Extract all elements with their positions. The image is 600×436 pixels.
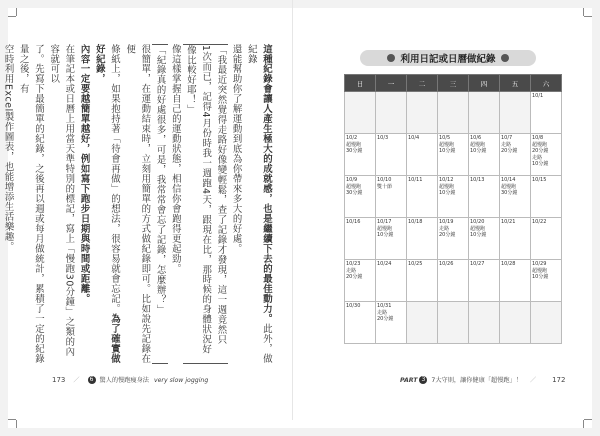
calendar-week-row: [345, 134, 562, 176]
calendar-day-cell: [376, 92, 407, 134]
calendar-day-cell: [345, 260, 376, 302]
left-page-footer: [52, 375, 208, 384]
footer-slash: ／: [529, 377, 537, 384]
calendar-day-cell: [438, 260, 469, 302]
day-entry: 30分鐘: [501, 190, 518, 197]
calendar-table: [344, 74, 562, 344]
calendar-day-cell: [531, 260, 562, 302]
day-date: 10/30: [346, 303, 361, 309]
crop-mark: [584, 16, 592, 17]
calendar-day-cell: [407, 92, 438, 134]
day-entry: 走路: [501, 141, 512, 148]
calendar-week-row: [345, 176, 562, 218]
page-number-left: 173: [52, 376, 66, 384]
body-col-8-text: 條紙上，如果抱持著「待會再做」的想法，很容易就會忘記。: [108, 44, 120, 314]
calendar-day-cell: [500, 218, 531, 260]
calendar-day-cell: [345, 92, 376, 134]
day-entry: 20分鐘: [346, 274, 363, 281]
calendar-day-cell: [345, 176, 376, 218]
day-date: 10/22: [532, 219, 547, 225]
day-date: 10/24: [377, 261, 392, 267]
calendar-day-cell: [469, 134, 500, 176]
day-entry: 10分鐘: [532, 274, 549, 281]
day-date: 10/27: [470, 261, 485, 267]
calendar-day-cell: [407, 260, 438, 302]
calendar-day-cell: [407, 218, 438, 260]
part-number-badge: 3: [419, 376, 427, 384]
day-entry: 超慢跑: [470, 225, 486, 232]
book-title: 驚人的慢跑瘦身法: [99, 377, 149, 384]
day-date: 10/2: [346, 135, 358, 141]
bold-sentence-a: 這種紀錄會讓人產生極大的成就感，也是繼續下去的最佳動力。: [261, 44, 272, 324]
page-gutter: [292, 0, 293, 420]
calendar-day-cell: [438, 218, 469, 260]
calendar-title: 利用日記或日曆做紀錄: [400, 54, 496, 65]
day-entry: 雙十節: [377, 183, 393, 190]
quote-line-1: 「我最近突然覺得走路好像變輕鬆，查了記錄才發現，這一週竟然只: [213, 44, 228, 364]
weekday-header: 四: [469, 75, 500, 92]
footer-slash: ／: [73, 377, 80, 384]
day-date: 10/26: [439, 261, 454, 267]
calendar-week-row: [345, 302, 562, 344]
day-date: 10/19: [439, 219, 454, 225]
quote-line-2: 1次而已，記得4月份時我一週跑4天，跟現在比，那時候的身體狀況好: [198, 44, 213, 364]
body-col-1: 還能幫助你了解運動到底為你帶來多大的好處。: [230, 44, 242, 254]
day-entry: 走路: [532, 154, 543, 161]
day-date: 10/20: [470, 219, 485, 225]
weekday-header: 一: [376, 75, 407, 92]
calendar-day-cell: [407, 176, 438, 218]
calendar-day-cell: [531, 92, 562, 134]
day-date: 10/4: [408, 135, 420, 141]
calendar-day-cell: [438, 92, 469, 134]
calendar-day-cell: [438, 302, 469, 344]
day-date: 10/8: [532, 135, 544, 141]
quote-line-3: 像比較好耶！」: [183, 44, 198, 364]
calendar-day-cell: [345, 218, 376, 260]
day-date: 10/15: [532, 177, 547, 183]
weekday-header: 日: [345, 75, 376, 92]
day-date: 10/17: [377, 219, 392, 225]
bold-sentence-b: 為了確實做好紀錄，: [93, 44, 120, 364]
day-date: 10/11: [408, 177, 423, 183]
day-entry: 超慢跑: [532, 141, 548, 148]
calendar-day-cell: [469, 218, 500, 260]
day-entry: 超慢跑: [470, 141, 486, 148]
weekday-header: 五: [500, 75, 531, 92]
calendar-day-cell: [345, 302, 376, 344]
day-date: 10/18: [408, 219, 423, 225]
part-title: 7大守則，讓你健康「超慢跑」！: [431, 377, 522, 384]
calendar-day-cell: [531, 134, 562, 176]
day-entry: 走路: [377, 309, 388, 316]
day-entry: 走路: [439, 225, 450, 232]
day-entry: 30分鐘: [346, 190, 363, 197]
calendar-day-cell: [531, 176, 562, 218]
crop-mark: [583, 8, 584, 16]
weekday-header: 二: [407, 75, 438, 92]
calendar-day-cell: [376, 260, 407, 302]
calendar-day-cell: [531, 218, 562, 260]
day-entry: 20分鐘: [501, 148, 518, 155]
weekday-header: 六: [531, 75, 562, 92]
day-date: 10/31: [377, 303, 392, 309]
calendar-day-cell: [469, 92, 500, 134]
day-entry: 20分鐘: [377, 316, 394, 323]
day-entry: 超慢跑: [346, 141, 362, 148]
body-col-12: 空時利用Excel製作圖表，也能增添生活樂趣。: [2, 44, 14, 252]
day-entry: 10分鐘: [377, 232, 394, 239]
calendar-day-cell: [438, 176, 469, 218]
day-date: 10/10: [377, 177, 392, 183]
calendar-day-cell: [469, 302, 500, 344]
day-date: 10/3: [377, 135, 389, 141]
crop-mark: [584, 419, 592, 420]
calendar-day-cell: [500, 92, 531, 134]
day-date: 10/23: [346, 261, 361, 267]
calendar-week-row: [345, 218, 562, 260]
calendar-day-cell: [407, 134, 438, 176]
day-date: 10/16: [346, 219, 361, 225]
body-col-11: 了。先寫下最簡單的紀錄，之後再以週或每月做統計，累積了一定的紀錄量之後，有: [17, 44, 44, 364]
day-entry: 10分鐘: [439, 190, 456, 197]
crop-mark: [583, 420, 584, 428]
calendar-body: [345, 92, 562, 344]
calendar-day-cell: [500, 134, 531, 176]
calendar-header-row: [345, 75, 562, 92]
day-entry: 20分鐘: [532, 148, 549, 155]
day-entry: 超慢跑: [439, 141, 455, 148]
day-date: 10/6: [470, 135, 482, 141]
day-entry: 超慢跑: [501, 183, 517, 190]
day-entry: 超慢跑: [346, 183, 362, 190]
crop-mark: [8, 419, 16, 420]
left-page-body: [2, 44, 274, 364]
sentence-tail: 此外，做紀錄: [245, 44, 272, 364]
calendar-day-cell: [376, 302, 407, 344]
chapter-number-badge: 6: [88, 376, 96, 384]
calendar-day-cell: [500, 302, 531, 344]
calendar-day-cell: [376, 176, 407, 218]
day-date: 10/12: [439, 177, 454, 183]
calendar-day-cell: [438, 134, 469, 176]
body-col-8: [92, 44, 122, 364]
body-col-bold-a: [244, 44, 274, 364]
day-entry: 20分鐘: [439, 232, 456, 239]
calendar-day-cell: [469, 260, 500, 302]
day-entry: 超慢跑: [377, 225, 393, 232]
crop-mark: [16, 8, 17, 16]
crop-mark: [8, 16, 16, 17]
body-col-7: 很簡單，在運動結束時，立刻用簡單的方式做紀錄即可。比如說先記錄在便: [124, 44, 151, 364]
day-entry: 30分鐘: [346, 148, 363, 155]
body-col-9: 內容一定要越簡單越好，例如寫下跑步日期與時間或距離。: [78, 44, 90, 304]
day-date: 10/1: [532, 93, 544, 99]
day-date: 10/29: [532, 261, 547, 267]
day-entry: 10分鐘: [532, 161, 549, 168]
calendar-week-row: [345, 260, 562, 302]
day-entry: 超慢跑: [532, 267, 548, 274]
day-date: 10/25: [408, 261, 423, 267]
weekday-header: 三: [438, 75, 469, 92]
calendar-day-cell: [469, 176, 500, 218]
right-page-footer: [400, 375, 565, 384]
calendar-day-cell: [500, 176, 531, 218]
day-date: 10/13: [470, 177, 485, 183]
part-label: PART: [400, 377, 418, 384]
day-date: 10/28: [501, 261, 516, 267]
day-entry: 10分鐘: [470, 148, 487, 155]
calendar-day-cell: [500, 260, 531, 302]
day-date: 10/5: [439, 135, 451, 141]
day-entry: 走路: [346, 267, 357, 274]
body-col-5: 像這樣掌握自己的運動狀態，相信你會跑得更起勁。: [169, 44, 181, 274]
day-entry: 10分鐘: [439, 148, 456, 155]
day-date: 10/21: [501, 219, 516, 225]
calendar-title-bar: [360, 50, 536, 66]
day-date: 10/14: [501, 177, 516, 183]
crop-mark: [16, 420, 17, 428]
bullet-dot-icon: [387, 54, 395, 62]
body-col-10: 在筆記本或日曆上用當天準特別的標記，寫上「慢跑30分鐘」之類的內容就可以: [48, 44, 75, 357]
day-entry: 10分鐘: [470, 232, 487, 239]
calendar-day-cell: [376, 134, 407, 176]
bullet-dot-icon: [501, 54, 509, 62]
day-entry: 超慢跑: [439, 183, 455, 190]
calendar-day-cell: [376, 218, 407, 260]
quote-line-4: 「紀錄真的好處很多，可是，我常常會忘了記錄，怎麼辦？」: [152, 44, 167, 364]
calendar-day-cell: [345, 134, 376, 176]
day-date: 10/7: [501, 135, 513, 141]
calendar-day-cell: [407, 302, 438, 344]
book-title-en: very slow jogging: [153, 377, 209, 384]
calendar-day-cell: [531, 302, 562, 344]
page-number-right: 172: [552, 376, 566, 384]
day-date: 10/9: [346, 177, 358, 183]
calendar-week-row: [345, 92, 562, 134]
